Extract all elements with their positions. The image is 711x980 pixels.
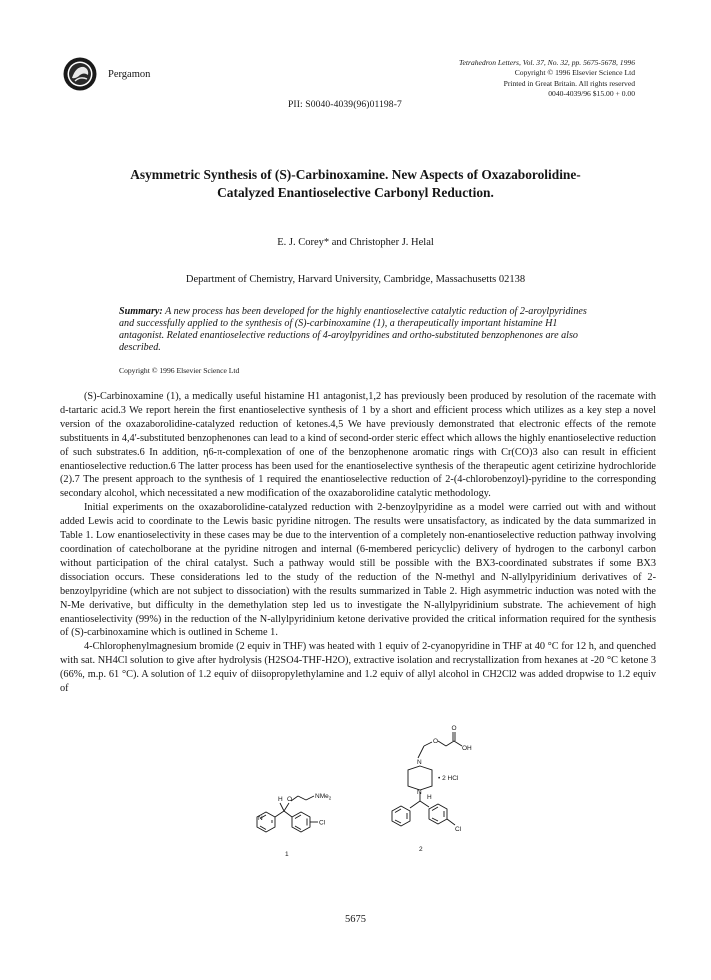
atom-n: N (258, 815, 263, 822)
atom-cl: Cl (455, 826, 462, 833)
atom-n-top: N (417, 759, 422, 766)
issn-price: 0040-4039/96 $15.00 + 0.00 (548, 89, 635, 99)
pergamon-logo-icon (62, 56, 98, 92)
compound-2-structure (382, 708, 512, 898)
article-title (60, 166, 651, 201)
printed-line: Printed in Great Britain. All rights reserved (503, 78, 635, 88)
paragraph-3: 4-Chlorophenylmagnesium bromide (2 equiv in THF) was heated with 1 equiv of 2-cyanopyridine in THF at 40 °C for 12 h, and quenched with sat. NH4Cl solution to give after hydrolysis (H2SO4-THF-H2O), extractive isolation and recrystallization from hexanes at -20 °C ketone 3 (66%, m.p. 61 °C). A solution of 1.2 equiv of diisopropylethylamine and 1.2 equiv of allyl alcohol in CH2Cl2 was added dropwise to 1.2 equiv of (60, 641, 656, 695)
abstract-copyright: Copyright © 1996 Elsevier Science Ltd (119, 366, 240, 375)
atom-oh: OH (462, 745, 472, 752)
compound-1-label: 1 (285, 851, 289, 858)
atom-nme: NMe$_2$ (315, 793, 332, 801)
atom-o-ether: O (433, 738, 439, 745)
authors: E. J. Corey* and Christopher J. Helal (277, 237, 434, 248)
page-number: 5675 (345, 914, 366, 925)
compound-1-structure (248, 760, 378, 890)
abstract-text: A new process has been developed for the highly enantioselective catalytic reduction of 2-aroylpyridines and successfully applied to the synthesis of (S)-carbinoxamine (1), a therapeutically important histamine H1 antagonist. Related enantioselective reductions of 4-aroylpyridines and ortho-substituted benzophenones are also described. (119, 306, 587, 353)
paragraph-1: (S)-Carbinoxamine (1), a medically useful histamine H1 antagonist,1,2 has previously been produced by resolution of the racemate with d-tartaric acid.3 We report herein the first enantioselective synthesis of 1 by a short and efficient process which utilizes as a key step a novel version of the oxazaborolidine-catalyzed reduction of ketones.4,5 We have previously demonstrated that electronic effects of the remote substituents in 4,4'-substituted benzophenones can lead to a kind of second-order steric effect which allows the highly enantioselective reduction of such substrates.6 In addition, η6-π-complexation of one of the benzophenone aromatic rings with Cr(CO)3 also can result in efficient enantioselective reduction.6 The latter process has been used for the enantioselective synthesis of the therapeutic agent cetirizine hydrochloride (2).7 The present approach to the synthesis of 1 required the enantioselective reduction of 2-(4-chlorobenzoyl)-pyridine to the corresponding secondary alcohol, which necessitated a new modification of the oxazaborolidine catalytic methodology. (60, 391, 656, 500)
abstract-label: Summary: (119, 306, 163, 317)
journal-citation: Tetrahedron Letters, Vol. 37, No. 32, pp. 5675-5678, 1996 (459, 58, 635, 67)
atom-n-bottom: N (417, 789, 422, 796)
atom-o-carbonyl: O (451, 725, 457, 732)
title-line-1: Asymmetric Synthesis of (S)-Carbinoxamine. New Aspects of Oxazaborolidine- (130, 167, 581, 182)
atom-h: H (427, 794, 432, 801)
affiliation: Department of Chemistry, Harvard University, Cambridge, Massachusetts 02138 (185, 274, 526, 285)
abstract (119, 306, 599, 354)
atom-o: O (287, 796, 293, 803)
paragraph-2: Initial experiments on the oxazaborolidine-catalyzed reduction with 2-benzoylpyridine as a model were carried out with and without added Lewis acid to coordinate to the Lewis basic pyridine nitrogen. The results were unsatisfactory, as indicated by the data summarized in Table 1. Low enantioselectivity in these cases may be due to the intervention of a completely non-enantioselective reduction pathway involving coordination of catecholborane at the pyridine nitrogen and internal (6-membered pericyclic) delivery of hydrogen to the carbonyl carbon without participation of the chiral catalyst. Such a pathway would still be possible with the BX3-coordinated substrates if some BX3 dissociation occurs. These considerations led to the study of the reduction of the N-methyl and N-allylpyridinium derivatives of 2-benzoylpyridine (which are not subject to dissociation) with the results summarized in Table 2. High asymmetric induction was noted with the N-Me derivative, but difficulty in the demethylation step led us to investigate the N-allylpyridinium substrate. The achievement of high enantioselectivity (99%) in the reduction of the N-allylpyridinium ketone derivative provided the critical information required for the synthesis of (S)-carbinoxamine which is outlined in Scheme 1. (60, 502, 656, 639)
title-line-2: Catalyzed Enantioselective Carbonyl Reduction. (217, 184, 494, 200)
salt-hcl: • 2 HCl (438, 775, 459, 782)
publisher-name: Pergamon (108, 69, 151, 80)
atom-cl: Cl (319, 819, 326, 827)
copyright-line: Copyright © 1996 Elsevier Science Ltd (514, 68, 635, 78)
pii-code: PII: S0040-4039(96)01198-7 (288, 99, 402, 110)
compound-2-label: 2 (419, 846, 423, 853)
article-body (60, 390, 656, 696)
citation-block (459, 58, 635, 100)
atom-h: H (278, 796, 283, 803)
